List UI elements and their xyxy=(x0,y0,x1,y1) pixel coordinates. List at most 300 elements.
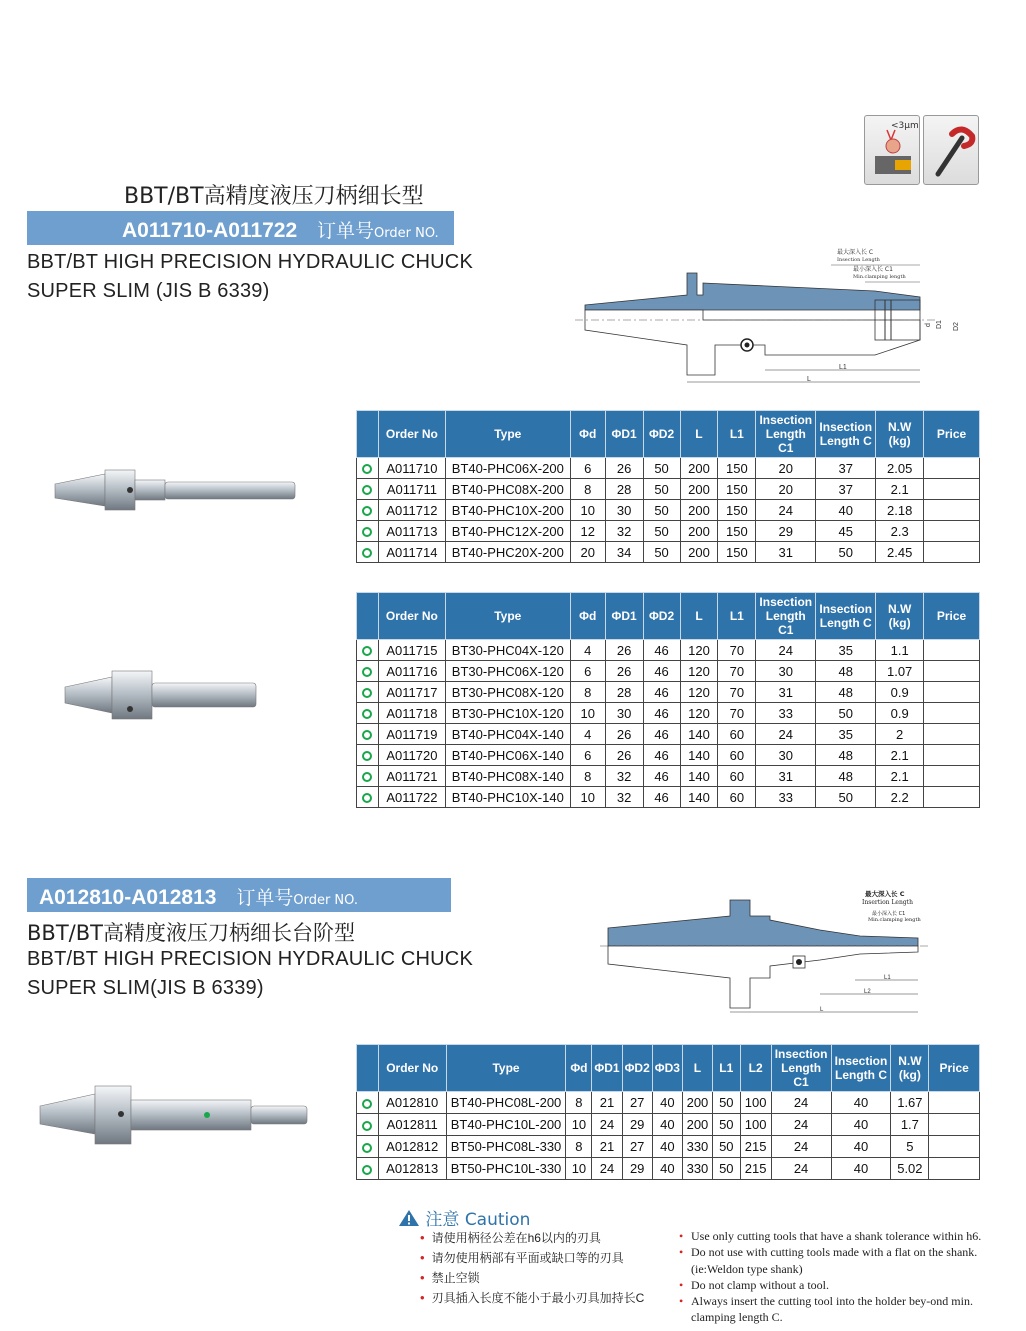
dim-L: L xyxy=(820,1007,824,1013)
header-C: Insection Length C xyxy=(816,411,876,458)
table-row xyxy=(357,1092,980,1114)
table-cell: A011722 xyxy=(378,787,445,808)
table-cell: BT40-PHC08X-200 xyxy=(445,479,570,500)
in-stock-icon xyxy=(362,464,372,474)
table-cell: BT40-PHC08L-200 xyxy=(446,1092,566,1114)
table-cell: 140 xyxy=(680,724,718,745)
table-cell: 8 xyxy=(566,1136,592,1158)
table-cell: 0.9 xyxy=(876,682,924,703)
section2-en-title xyxy=(27,945,473,1003)
table-cell: BT50-PHC10L-330 xyxy=(446,1158,566,1180)
table-cell: BT40-PHC06X-140 xyxy=(445,745,570,766)
table-cell: 24 xyxy=(756,500,816,521)
caution-en-item: • Use only cutting tools that have a shank tolerance within h6. xyxy=(679,1228,989,1244)
table-cell: 37 xyxy=(816,479,876,500)
table-cell: 32 xyxy=(605,521,643,542)
table-cell: 12 xyxy=(570,521,605,542)
table-cell: 33 xyxy=(756,787,816,808)
table-cell: A011715 xyxy=(378,640,445,661)
product-image-1 xyxy=(50,460,300,520)
table-cell: 24 xyxy=(771,1136,831,1158)
table1-body xyxy=(357,458,980,563)
table-cell: 70 xyxy=(718,682,756,703)
table-cell: 40 xyxy=(816,500,876,521)
table-row xyxy=(357,521,980,542)
table-cell: 29 xyxy=(622,1158,652,1180)
table-cell: 40 xyxy=(831,1158,891,1180)
table-cell: 70 xyxy=(718,640,756,661)
in-stock-icon xyxy=(362,667,372,677)
header-D3: ΦD3 xyxy=(652,1045,682,1092)
spec-table-2 xyxy=(356,592,980,808)
table-cell: 48 xyxy=(816,766,876,787)
header-D2: ΦD2 xyxy=(643,593,680,640)
table-cell: 330 xyxy=(682,1136,712,1158)
status-cell xyxy=(357,521,379,542)
table-cell: 26 xyxy=(605,724,643,745)
spec-table-1 xyxy=(356,410,980,563)
table-cell: 200 xyxy=(680,500,718,521)
status-cell xyxy=(357,787,379,808)
table-cell: 2.2 xyxy=(876,787,924,808)
table-cell: 200 xyxy=(680,542,718,563)
in-stock-icon xyxy=(362,772,372,782)
table-cell: 37 xyxy=(816,458,876,479)
table-cell: 200 xyxy=(680,479,718,500)
table-cell: 6 xyxy=(570,745,605,766)
table-cell: 40 xyxy=(831,1092,891,1114)
table-cell: 40 xyxy=(652,1158,682,1180)
table3-body xyxy=(357,1092,980,1180)
table-row xyxy=(357,1114,980,1136)
table-cell: 5 xyxy=(891,1136,929,1158)
table-cell: 50 xyxy=(712,1136,740,1158)
table-cell: 21 xyxy=(592,1092,622,1114)
header-order-no: Order No xyxy=(378,593,445,640)
table-cell: 50 xyxy=(816,542,876,563)
table-cell: 120 xyxy=(680,640,718,661)
table-cell: 330 xyxy=(682,1158,712,1180)
max-insert-en: Insection Length xyxy=(837,257,880,263)
table-row xyxy=(357,682,980,703)
table-cell: BT30-PHC08X-120 xyxy=(445,682,570,703)
table-row xyxy=(357,500,980,521)
status-cell xyxy=(357,745,379,766)
table-cell: 35 xyxy=(816,724,876,745)
table-cell: 4 xyxy=(570,640,605,661)
header-d: Φd xyxy=(570,593,605,640)
header-order-no: Order No xyxy=(378,411,445,458)
header-C: Insection Length C xyxy=(816,593,876,640)
table-cell: 50 xyxy=(643,500,680,521)
table-cell: A012810 xyxy=(378,1092,446,1114)
table-cell: 120 xyxy=(680,703,718,724)
table-cell: A012811 xyxy=(378,1114,446,1136)
tolerance-label: <3μm xyxy=(891,121,919,131)
table-cell: 21 xyxy=(592,1136,622,1158)
table-cell: 31 xyxy=(756,766,816,787)
in-stock-icon xyxy=(362,709,372,719)
table-cell: 30 xyxy=(605,703,643,724)
min-clamp-cn: 最小深入长 C1 xyxy=(872,911,906,917)
spec-table-3 xyxy=(356,1044,980,1180)
table-cell: 1.7 xyxy=(891,1114,929,1136)
table-row xyxy=(357,458,980,479)
dim-d: d xyxy=(925,323,932,327)
table-cell: 200 xyxy=(680,458,718,479)
table-row xyxy=(357,1158,980,1180)
header-price: Price xyxy=(929,1045,980,1092)
table-cell xyxy=(929,1136,980,1158)
in-stock-icon xyxy=(362,751,372,761)
table-cell: A011714 xyxy=(378,542,445,563)
status-cell xyxy=(357,542,379,563)
table-cell: 1.67 xyxy=(891,1092,929,1114)
table-cell: 1.1 xyxy=(876,640,924,661)
table-cell: 46 xyxy=(643,682,680,703)
en-title-line1: BBT/BT HIGH PRECISION HYDRAULIC CHUCK xyxy=(27,251,473,273)
header-nw: N.W (kg) xyxy=(876,593,924,640)
header-type: Type xyxy=(445,593,570,640)
table-cell: A011721 xyxy=(378,766,445,787)
table-cell: 24 xyxy=(771,1158,831,1180)
table-cell: 24 xyxy=(771,1114,831,1136)
table-cell: 100 xyxy=(740,1114,771,1136)
table-cell: 26 xyxy=(605,661,643,682)
order-en: Order NO. xyxy=(293,893,358,908)
table-cell: A011719 xyxy=(378,724,445,745)
table-cell: 28 xyxy=(605,682,643,703)
in-stock-icon xyxy=(362,1143,372,1153)
table-cell xyxy=(924,479,980,500)
table-cell: A011718 xyxy=(378,703,445,724)
table-cell: 46 xyxy=(643,787,680,808)
header-D2: ΦD2 xyxy=(622,1045,652,1092)
table-cell: 2.3 xyxy=(876,521,924,542)
status-cell xyxy=(357,1136,379,1158)
header-C: Insection Length C xyxy=(831,1045,891,1092)
table-cell: BT50-PHC08L-330 xyxy=(446,1136,566,1158)
table-cell xyxy=(924,703,980,724)
table-cell: 150 xyxy=(718,458,756,479)
header-status xyxy=(357,1045,379,1092)
status-cell xyxy=(357,766,379,787)
table-cell: 2.1 xyxy=(876,766,924,787)
caution-cn-item: • 刃具插入长度不能小于最小刃具加持长C xyxy=(420,1288,644,1308)
section1-cn-title: BBT/BT高精度液压刀柄细长型 xyxy=(124,184,424,209)
table-cell: A011713 xyxy=(378,521,445,542)
table-cell: 10 xyxy=(570,703,605,724)
in-stock-icon xyxy=(362,1121,372,1131)
in-stock-icon xyxy=(362,548,372,558)
table-cell: 50 xyxy=(643,458,680,479)
status-cell xyxy=(357,1092,379,1114)
header-L2: L2 xyxy=(740,1045,771,1092)
table-cell: 45 xyxy=(816,521,876,542)
table-cell: A011717 xyxy=(378,682,445,703)
table-cell: 32 xyxy=(605,787,643,808)
header-D1: ΦD1 xyxy=(592,1045,622,1092)
table-cell: 150 xyxy=(718,479,756,500)
table-cell: A011720 xyxy=(378,745,445,766)
table-cell: 10 xyxy=(570,787,605,808)
status-cell xyxy=(357,661,379,682)
dim-L1: L1 xyxy=(884,975,891,981)
table-cell: 120 xyxy=(680,682,718,703)
table-row xyxy=(357,703,980,724)
table-cell xyxy=(924,661,980,682)
status-cell xyxy=(357,703,379,724)
header-L: L xyxy=(682,1045,712,1092)
header-D1: ΦD1 xyxy=(605,411,643,458)
header-L: L xyxy=(680,593,718,640)
table-cell: 20 xyxy=(756,458,816,479)
table-cell: 6 xyxy=(570,661,605,682)
table-cell: BT40-PHC04X-140 xyxy=(445,724,570,745)
table-cell: 50 xyxy=(643,521,680,542)
status-cell xyxy=(357,500,379,521)
table-cell: 2.45 xyxy=(876,542,924,563)
warning-icon xyxy=(398,1209,420,1227)
table-cell: A012813 xyxy=(378,1158,446,1180)
header-d: Φd xyxy=(570,411,605,458)
table-cell: 140 xyxy=(680,787,718,808)
table-row xyxy=(357,1136,980,1158)
table-cell: 46 xyxy=(643,703,680,724)
header-D1: ΦD1 xyxy=(605,593,643,640)
table-cell xyxy=(924,500,980,521)
table-cell: 60 xyxy=(718,745,756,766)
technical-drawing-2 xyxy=(600,888,950,1018)
table-cell: 34 xyxy=(605,542,643,563)
header-L1: L1 xyxy=(718,593,756,640)
table-cell: 46 xyxy=(643,766,680,787)
table-cell: 70 xyxy=(718,703,756,724)
table-cell: 46 xyxy=(643,745,680,766)
in-stock-icon xyxy=(362,730,372,740)
table-cell: 27 xyxy=(622,1136,652,1158)
table-cell: 30 xyxy=(605,500,643,521)
table-cell: BT40-PHC10L-200 xyxy=(446,1114,566,1136)
hex-key-icon xyxy=(923,115,979,185)
table-cell: 27 xyxy=(622,1092,652,1114)
table-cell: 40 xyxy=(652,1114,682,1136)
min-clamp-en: Min.clamping length xyxy=(853,274,906,280)
header-C1: Insection Length C1 xyxy=(756,593,816,640)
table-cell: BT40-PHC08X-140 xyxy=(445,766,570,787)
table-cell: 31 xyxy=(756,682,816,703)
section1-en-title xyxy=(27,248,473,306)
table-cell xyxy=(929,1114,980,1136)
table-cell: BT30-PHC04X-120 xyxy=(445,640,570,661)
table-cell: 60 xyxy=(718,724,756,745)
table-cell: 50 xyxy=(712,1092,740,1114)
table-cell: 2.1 xyxy=(876,479,924,500)
table-cell: 46 xyxy=(643,661,680,682)
header-nw: N.W (kg) xyxy=(891,1045,929,1092)
status-cell xyxy=(357,458,379,479)
table-cell: 120 xyxy=(680,661,718,682)
status-cell xyxy=(357,724,379,745)
table-row xyxy=(357,724,980,745)
table-cell xyxy=(929,1158,980,1180)
table-cell xyxy=(924,766,980,787)
caution-cn-item: • 禁止空锁 xyxy=(420,1268,644,1288)
technical-drawing-1 xyxy=(575,245,975,385)
table-cell: 5.02 xyxy=(891,1158,929,1180)
caution-header xyxy=(398,1205,530,1230)
max-insert-cn: 最大深入长 C xyxy=(865,890,905,898)
table-cell xyxy=(924,640,980,661)
order-en: Order NO. xyxy=(374,226,439,241)
table-cell: 48 xyxy=(816,661,876,682)
table-cell: 24 xyxy=(756,724,816,745)
en-title-line2: SUPER SLIM (JIS B 6339) xyxy=(27,280,270,302)
status-cell xyxy=(357,1158,379,1180)
header-status xyxy=(357,411,379,458)
caution-en-item: • Do not use with cutting tools made with a flat on the shank.(ie:Weldon type shank) xyxy=(679,1244,989,1277)
table-cell: 50 xyxy=(816,787,876,808)
dim-L2: L2 xyxy=(864,989,871,995)
status-cell xyxy=(357,1114,379,1136)
caution-list-en xyxy=(679,1228,989,1326)
table-cell: 2.1 xyxy=(876,745,924,766)
table-cell: 6 xyxy=(570,458,605,479)
table-cell: 10 xyxy=(566,1114,592,1136)
table-cell: 100 xyxy=(740,1092,771,1114)
table-cell: BT40-PHC10X-200 xyxy=(445,500,570,521)
table-cell: 24 xyxy=(771,1092,831,1114)
table-cell: 40 xyxy=(652,1136,682,1158)
table-cell: BT40-PHC20X-200 xyxy=(445,542,570,563)
caution-cn-item: • 请勿使用柄部有平面或缺口等的刃具 xyxy=(420,1248,644,1268)
table-cell: 40 xyxy=(652,1092,682,1114)
header-D2: ΦD2 xyxy=(643,411,680,458)
table-cell: A011710 xyxy=(378,458,445,479)
table-cell: 50 xyxy=(816,703,876,724)
order-range: A012810-A012813 xyxy=(39,886,217,909)
in-stock-icon xyxy=(362,793,372,803)
header-type: Type xyxy=(446,1045,566,1092)
status-cell xyxy=(357,682,379,703)
table-cell: 31 xyxy=(756,542,816,563)
table-cell: 10 xyxy=(570,500,605,521)
table-cell: 150 xyxy=(718,542,756,563)
table-cell: 50 xyxy=(643,479,680,500)
table-cell: BT30-PHC06X-120 xyxy=(445,661,570,682)
product-image-3 xyxy=(35,1080,315,1150)
header-type: Type xyxy=(445,411,570,458)
caution-en-item: • Always insert the cutting tool into the holder bey-ond min. clamping length C. xyxy=(679,1293,989,1326)
table-row xyxy=(357,542,980,563)
caution-title-cn: 注意 xyxy=(425,1210,460,1230)
table-cell: 48 xyxy=(816,682,876,703)
table-cell: BT40-PHC06X-200 xyxy=(445,458,570,479)
order-cn: 订单号 xyxy=(236,887,294,909)
header-order-no: Order No xyxy=(378,1045,446,1092)
table-cell: 2 xyxy=(876,724,924,745)
table-row xyxy=(357,479,980,500)
table-cell: A012812 xyxy=(378,1136,446,1158)
header-L1: L1 xyxy=(712,1045,740,1092)
dim-L1: L1 xyxy=(839,364,847,371)
table-cell xyxy=(924,745,980,766)
table-row xyxy=(357,661,980,682)
status-cell xyxy=(357,479,379,500)
max-insert-en: Insertion Length xyxy=(862,899,913,906)
header-status xyxy=(357,593,379,640)
table-cell: 29 xyxy=(756,521,816,542)
table-cell xyxy=(924,724,980,745)
header-C1: Insection Length C1 xyxy=(771,1045,831,1092)
table-cell xyxy=(924,542,980,563)
table-cell: 40 xyxy=(831,1114,891,1136)
table-cell: 200 xyxy=(682,1092,712,1114)
table-cell: 50 xyxy=(712,1158,740,1180)
table-cell: 46 xyxy=(643,724,680,745)
table-cell: 26 xyxy=(605,745,643,766)
in-stock-icon xyxy=(362,688,372,698)
table-cell: 33 xyxy=(756,703,816,724)
table-cell: 140 xyxy=(680,745,718,766)
table-cell: 0.9 xyxy=(876,703,924,724)
table-cell: BT30-PHC10X-120 xyxy=(445,703,570,724)
table-cell: 24 xyxy=(592,1114,622,1136)
en-title-line1: BBT/BT HIGH PRECISION HYDRAULIC CHUCK xyxy=(27,948,473,970)
table-cell: 50 xyxy=(712,1114,740,1136)
caution-title-en: Caution xyxy=(464,1210,531,1230)
table-cell: 20 xyxy=(756,479,816,500)
table-cell: A011711 xyxy=(378,479,445,500)
min-clamp-cn: 最小深入长 C1 xyxy=(853,266,893,273)
table-cell: 60 xyxy=(718,766,756,787)
table-cell: BT40-PHC12X-200 xyxy=(445,521,570,542)
in-stock-icon xyxy=(362,485,372,495)
table-cell xyxy=(924,458,980,479)
dim-L: L xyxy=(807,376,811,383)
table-cell: 29 xyxy=(622,1114,652,1136)
table-cell xyxy=(924,521,980,542)
table-row xyxy=(357,640,980,661)
table-cell: 8 xyxy=(570,479,605,500)
table-row xyxy=(357,766,980,787)
status-cell xyxy=(357,640,379,661)
table-cell: 40 xyxy=(831,1136,891,1158)
dim-D1: D1 xyxy=(936,320,943,329)
table-cell: 215 xyxy=(740,1136,771,1158)
min-clamp-en: Min.clamping length xyxy=(868,917,921,923)
table-row xyxy=(357,787,980,808)
order-cn: 订单号 xyxy=(317,220,375,242)
header-price: Price xyxy=(924,411,980,458)
table-cell: 1.07 xyxy=(876,661,924,682)
table-cell: 8 xyxy=(570,766,605,787)
table-cell: 4 xyxy=(570,724,605,745)
table-cell: 46 xyxy=(643,640,680,661)
header-nw: N.W (kg) xyxy=(876,411,924,458)
in-stock-icon xyxy=(362,527,372,537)
table2-body xyxy=(357,640,980,808)
header-L1: L1 xyxy=(718,411,756,458)
section2-order-bar xyxy=(27,878,451,912)
table-cell: 2.05 xyxy=(876,458,924,479)
table-row xyxy=(357,745,980,766)
in-stock-icon xyxy=(362,1099,372,1109)
table-cell: 8 xyxy=(570,682,605,703)
table-cell: 215 xyxy=(740,1158,771,1180)
table-cell: 20 xyxy=(570,542,605,563)
table-cell: 30 xyxy=(756,661,816,682)
